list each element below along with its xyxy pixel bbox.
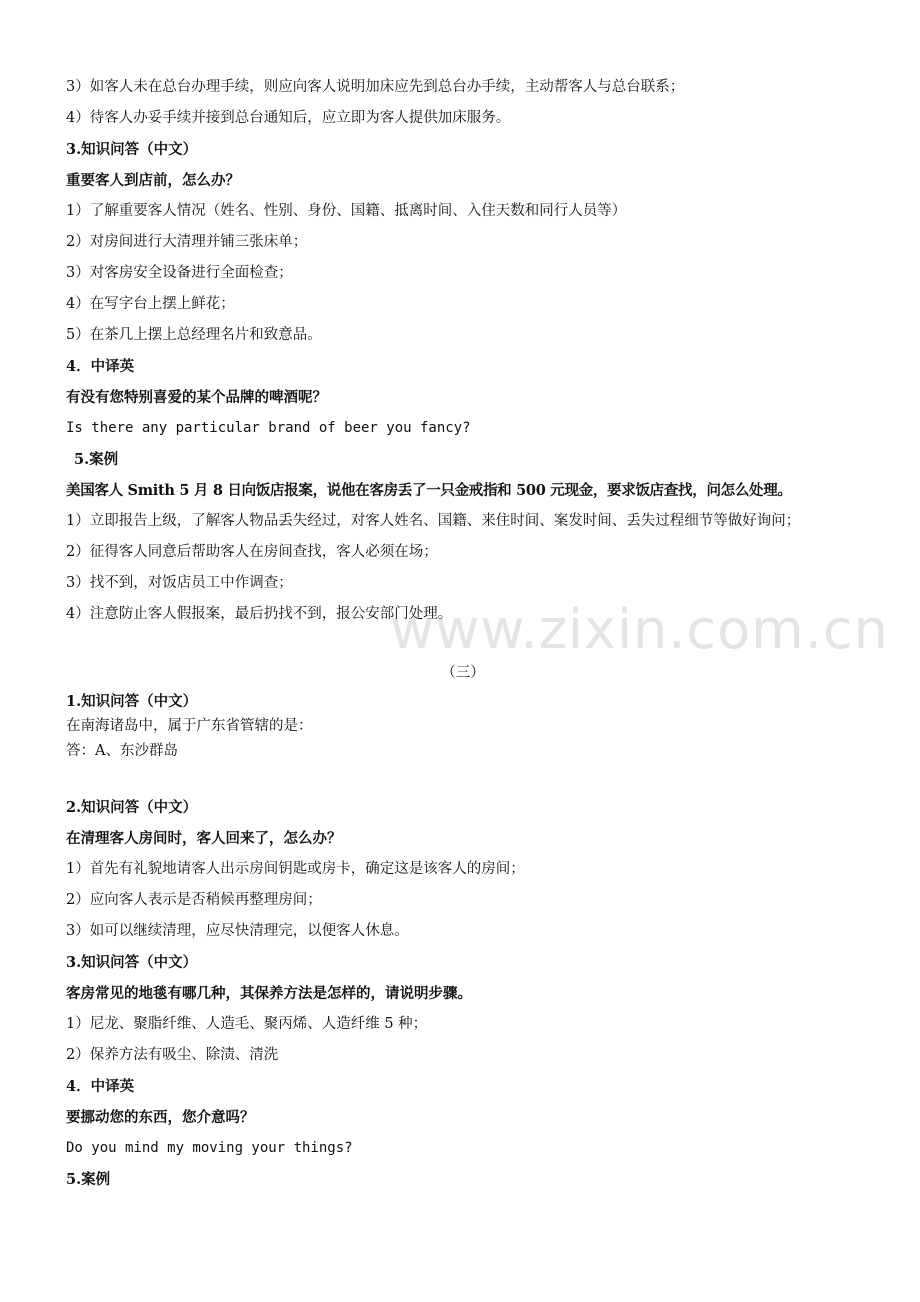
- question-text: 重要客人到店前，怎么办？: [66, 172, 240, 189]
- section-heading: 4．中译英: [66, 358, 135, 375]
- english-answer: Is there any particular brand of beer you fancy?: [66, 420, 471, 436]
- answer-line: 2）征得客人同意后帮助客人在房间查找，客人必须在场；: [66, 544, 438, 560]
- answer-line: 2）保养方法有吸尘、除渍、清洗: [66, 1047, 279, 1063]
- paragraph-line: 3）如客人未在总台办理手续，则应向客人说明加床应先到总台办手续，主动帮客人与总台联系；: [66, 79, 685, 95]
- answer-line: 2）对房间进行大清理并铺三张床单；: [66, 234, 308, 250]
- answer-line: 5）在茶几上摆上总经理名片和致意品。: [66, 327, 322, 343]
- section-heading: 5.案例: [66, 1171, 111, 1188]
- answer-line: 1）首先有礼貌地请客人出示房间钥匙或房卡，确定这是该客人的房间；: [66, 861, 525, 877]
- paragraph-line: 4）待客人办妥手续并接到总台通知后，应立即为客人提供加床服务。: [66, 110, 511, 126]
- section-heading: 2.知识问答（中文）: [66, 799, 198, 816]
- section-heading: 5.案例: [74, 451, 119, 468]
- answer-line: 3）找不到，对饭店员工中作调查；: [66, 575, 293, 591]
- answer-line: 3）对客房安全设备进行全面检查；: [66, 265, 293, 281]
- question-text: 在南海诸岛中，属于广东省管辖的是：: [66, 718, 313, 734]
- answer-line: 2）应向客人表示是否稍候再整理房间；: [66, 892, 322, 908]
- part-title: （三）: [441, 665, 485, 681]
- section-heading: 3.知识问答（中文）: [66, 141, 198, 158]
- answer-line: 4）在写字台上摆上鲜花；: [66, 296, 235, 312]
- question-text: 在清理客人房间时，客人回来了，怎么办？: [66, 830, 342, 847]
- section-heading: 1.知识问答（中文）: [66, 693, 198, 710]
- answer-line: 1）尼龙、聚脂纤维、人造毛、聚丙烯、人造纤维 5 种；: [66, 1016, 428, 1032]
- question-text: 客房常见的地毯有哪几种，其保养方法是怎样的，请说明步骤。: [66, 985, 472, 1002]
- watermark-text: www.zixin.com.cn: [390, 598, 889, 661]
- section-heading: 4．中译英: [66, 1078, 135, 1095]
- answer-line: 4）注意防止客人假报案，最后扔找不到，报公安部门处理。: [66, 606, 453, 622]
- answer-line: 1）了解重要客人情况（姓名、性别、身份、国籍、抵离时间、入住天数和同行人员等）: [66, 203, 627, 219]
- english-answer: Do you mind my moving your things?: [66, 1140, 353, 1156]
- section-heading: 3.知识问答（中文）: [66, 954, 198, 971]
- document-page: [66, 72, 860, 1195]
- answer-line: 3）如可以继续清理，应尽快清理完，以便客人休息。: [66, 923, 409, 939]
- question-text: 有没有您特别喜爱的某个品牌的啤酒呢？: [66, 389, 327, 406]
- answer-line: 1）立即报告上级，了解客人物品丢失经过，对客人姓名、国籍、来住时间、案发时间、丢失过程细节等做好询问；: [66, 513, 801, 529]
- answer-line: 答：A、东沙群岛: [66, 743, 178, 759]
- question-text: 美国客人 Smith 5 月 8 日向饭店报案，说他在客房丢了一只金戒指和 500 元现金，要求饭店查找，问怎么处理。: [66, 482, 792, 499]
- question-text: 要挪动您的东西，您介意吗？: [66, 1109, 255, 1126]
